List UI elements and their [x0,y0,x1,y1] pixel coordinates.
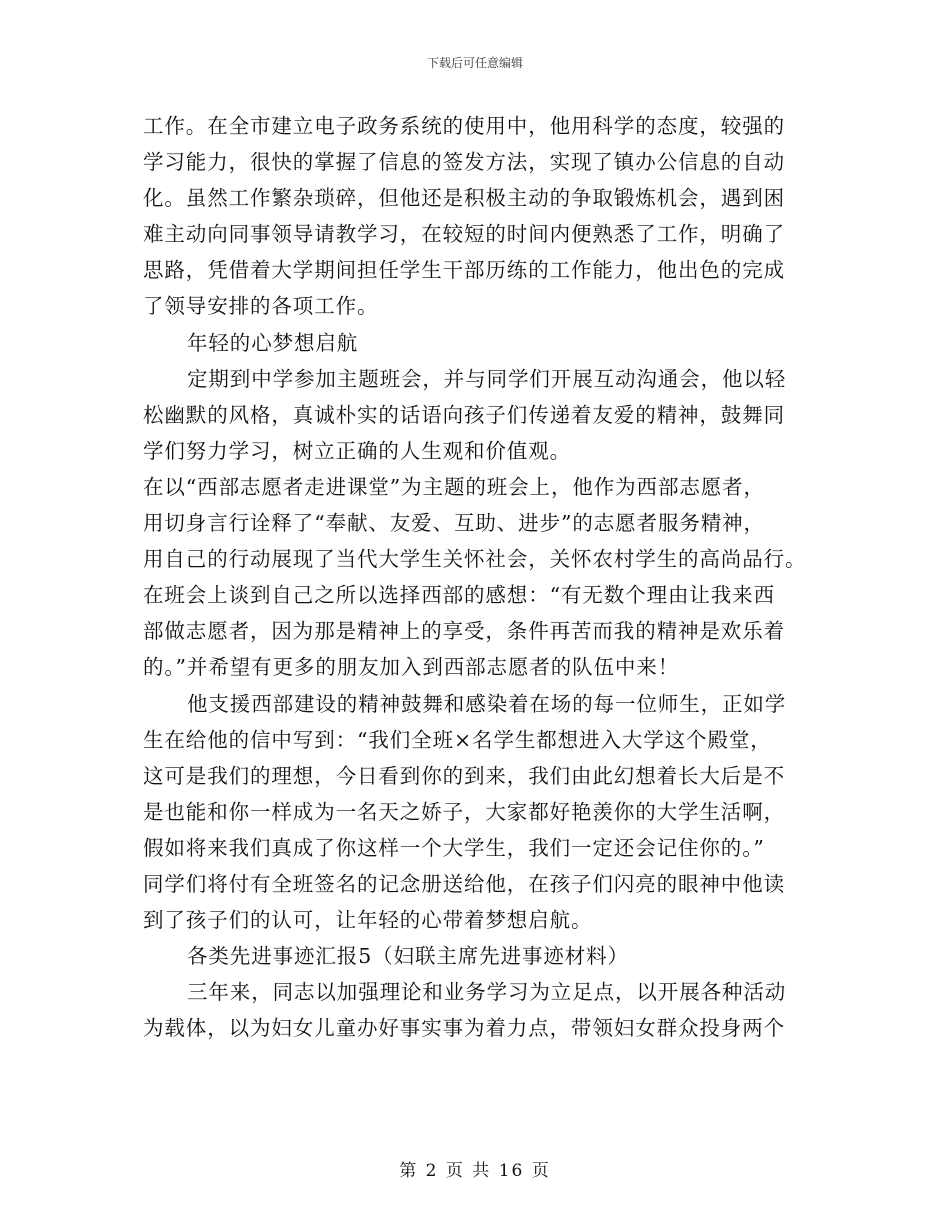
text-line: 松幽默的风格，真诚朴实的话语向孩子们传递着友爱的精神，鼓舞同 [143,402,785,427]
text-line: 部做志愿者，因为那是精神上的享受，条件再苦而我的精神是欢乐着 [143,619,785,644]
text-line: 为载体，以为妇女儿童办好事实事为着力点，带领妇女群众投身两个 [143,1016,785,1041]
page-header-note: 下载后可任意编辑 [426,56,523,70]
text-line: 在班会上谈到自己之所以选择西部的感想：“有无数个理由让我来西 [143,583,775,608]
text-line: 定期到中学参加主题班会，并与同学们开展互动沟通会，他以轻 [187,366,787,391]
text-line: 了领导安排的各项工作。 [143,294,379,319]
text-line: 的。”并希望有更多的朋友加入到西部志愿者的队伍中来！ [143,655,680,680]
text-line: 用自己的行动展现了当代大学生关怀社会，关怀农村学生的高尚品行。 [143,547,807,572]
text-line: 难主动向同事领导请教学习，在较短的时间内便熟悉了工作，明确了 [143,222,785,247]
text-line: 同学们将付有全班签名的记念册送给他，在孩子们闪亮的眼神中他读 [143,871,785,896]
text-line: 学习能力，很快的掌握了信息的签发方法，实现了镇办公信息的自动 [143,150,785,175]
text-line: 到了孩子们的认可，让年轻的心带着梦想启航。 [143,908,593,933]
text-line: 工作。在全市建立电子政务系统的使用中，他用科学的态度，较强的 [143,114,785,138]
text-line: 是也能和你一样成为一名天之娇子，大家都好艳羡你的大学生活啊， [143,799,785,824]
text-line: 用切身言行诠释了“奉献、友爱、互助、进步”的志愿者服务精神， [143,511,765,536]
document-body [143,108,815,1046]
text-line: 化。虽然工作繁杂琐碎，但他还是积极主动的争取锻炼机会，遇到困 [143,186,785,211]
text-line: 在以“西部志愿者走进课堂”为主题的班会上，他作为西部志愿者， [143,474,765,499]
text-line: 假如将来我们真成了你这样一个大学生，我们一定还会记住你的。” [143,835,765,860]
text-line: 三年来，同志以加强理论和业务学习为立足点，以开展各种活动 [187,980,787,1005]
text-line: 生在给他的信中写到：“我们全班×名学生都想进入大学这个殿堂， [143,727,772,752]
section-heading: 各类先进事迹汇报5（妇联主席先进事迹材料） [187,944,629,969]
text-line: 思路，凭借着大学期间担任学生干部历练的工作能力，他出色的完成 [143,258,785,283]
text-line: 学们努力学习，树立正确的人生观和价值观。 [143,438,571,463]
text-line: 他支援西部建设的精神鼓舞和感染着在场的每一位师生，正如学 [187,691,787,716]
section-heading: 年轻的心梦想启航 [187,330,359,355]
page-number: 第 2 页 共 16 页 [399,1161,551,1181]
text-line: 这可是我们的理想，今日看到你的到来，我们由此幻想着长大后是不 [143,763,785,788]
